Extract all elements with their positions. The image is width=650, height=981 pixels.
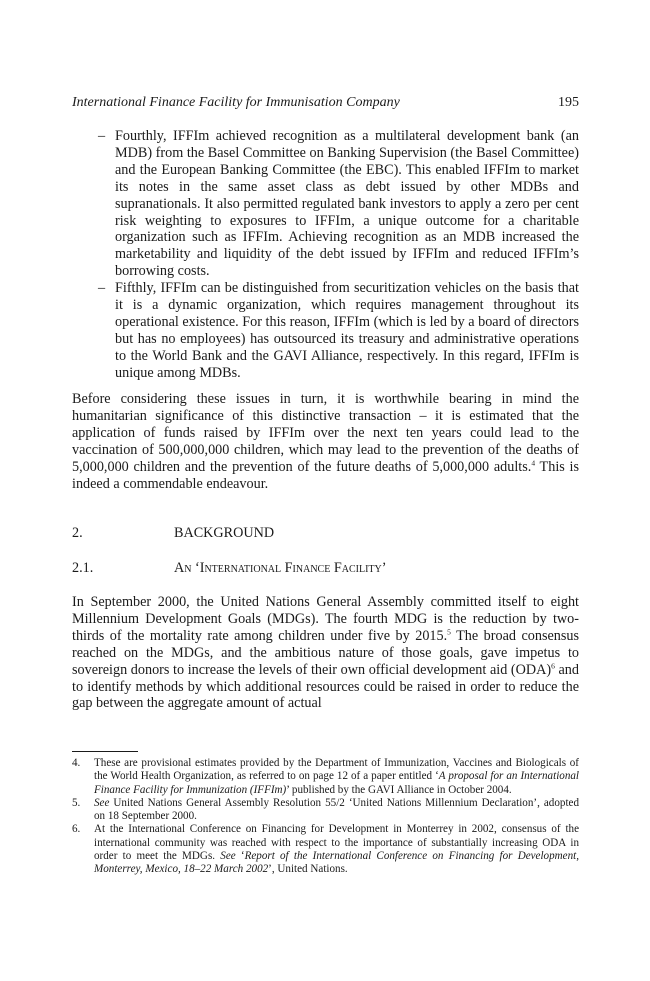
footnote-ref-5[interactable]: 5 xyxy=(447,627,451,637)
footnote-text: At the International Conference on Financing for Development in Monterrey in 2002, consensus of the international community was reached with respect to the importance of substantially increasing ODA in order to meet the MDGs. xyxy=(94,823,579,863)
footnote-5 xyxy=(72,797,579,824)
footnote-4 xyxy=(72,757,579,797)
body-paragraph-background xyxy=(72,594,579,712)
bullet-dash: – xyxy=(98,280,106,297)
subsection-number: 2.1. xyxy=(72,560,94,576)
bullet-item-fifthly xyxy=(72,280,579,381)
footnotes xyxy=(72,757,579,877)
paragraph-text-1: In September 2000, the United Nations General Assembly committed itself to eight Millennium Development Goals (MDGs). The fourth MDG is the reduction by two-thirds of the mortality rate among children under five by 2015. xyxy=(72,594,579,644)
footnote-6 xyxy=(72,823,579,876)
footnote-signal: See xyxy=(220,850,236,863)
running-header xyxy=(72,93,579,113)
footnote-ref-4[interactable]: 4 xyxy=(531,457,536,467)
paragraph-text: Before considering these issues in turn, it is worthwhile bearing in mind the humanitarian significance of this distinctive transaction – it is estimated that the application of funds raised by IFFIm over the next ten years could lead to the vaccination of 500,000,000 children, which may lead to the prevention of the deaths of 5,000,000 children and the prevention of the future deaths of 5,000,000 adults. xyxy=(72,391,579,475)
footnote-text: United Nations General Assembly Resolution 55/2 ‘United Nations Millennium Declaration’, adopted on 18 September 2000. xyxy=(94,796,579,823)
footnote-title: Report of the International Conference on Financing for Development, Monterrey, Mexico, 18–22 March 2002 xyxy=(94,850,579,876)
footnote-text: ’ published by the GAVI Alliance in October 2004. xyxy=(286,783,512,796)
running-title: International Finance Facility for Immunisation Company xyxy=(72,95,400,110)
bullet-text: Fifthly, IFFIm can be distinguished from securitization vehicles on the basis that it is a dynamic organization, which requires management throughout its operational existence. For this reason, IFFIm (which is led by a board of directors but has no employees) has outsourced its treasury and administrative operations to the World Bank and the GAVI Alliance, respectively. In this regard, IFFIm is unique among MDBs. xyxy=(115,280,579,381)
footnote-title: A proposal for an International Finance Facility for Immunization (IFFIm) xyxy=(94,770,579,796)
footnote-text: ‘ xyxy=(235,850,245,863)
subsection-title: An ‘International Finance Facility’ xyxy=(174,560,387,576)
footnote-number: 6. xyxy=(72,823,81,836)
paragraph-text-tail: This is indeed a commendable endeavour. xyxy=(72,458,580,492)
bullet-dash: – xyxy=(98,128,106,144)
footnote-number: 4. xyxy=(72,757,81,769)
section-title: BACKGROUND xyxy=(174,525,275,541)
body-paragraph-significance xyxy=(72,391,579,492)
section-number: 2. xyxy=(72,525,83,541)
footnote-rule xyxy=(72,751,138,752)
footnote-signal: See xyxy=(94,796,110,809)
bullet-item-fourthly xyxy=(72,128,579,280)
bullet-text: Fourthly, IFFIm achieved recognition as a multilateral development bank (an MDB) from the Basel Committee on Banking Supervision (the Basel Committee) and the European Banking Committee (the EBC). This enabled IFFIm to market its notes in the same asset class as debt issued by other MDBs and supranationals. It also permitted regulated bank investors to apply a zero per cent risk weighting to exposures to IFFIm, a unique outcome for a charitable organization such as IFFIm. Achieving recognition as an MDB increased the marketability and liquidity of the debt issued by IFFIm and reduced IFFIm’s borrowing costs. xyxy=(115,128,579,280)
bullet-list xyxy=(72,128,579,382)
paragraph-text-2: The broad consensus reached on the MDGs, and the ambitious nature of those goals, gave impetus to sovereign donors to increase the levels of their own official development aid (ODA) xyxy=(72,627,579,678)
page-number: 195 xyxy=(558,95,579,110)
footnote-ref-6[interactable]: 6 xyxy=(551,660,555,670)
paragraph-text-3: and to identify methods by which additional resources could be raised in order to reduce the gap between the aggregate amount of actual xyxy=(72,661,579,712)
footnote-text: These are provisional estimates provided by the Department of Immunization, Vaccines and Biologicals of the World Health Organization, as referred to on page 12 of a paper entitled ‘ xyxy=(94,757,579,783)
footnote-number: 5. xyxy=(72,796,81,809)
footnote-text: ’, United Nations. xyxy=(268,863,348,876)
